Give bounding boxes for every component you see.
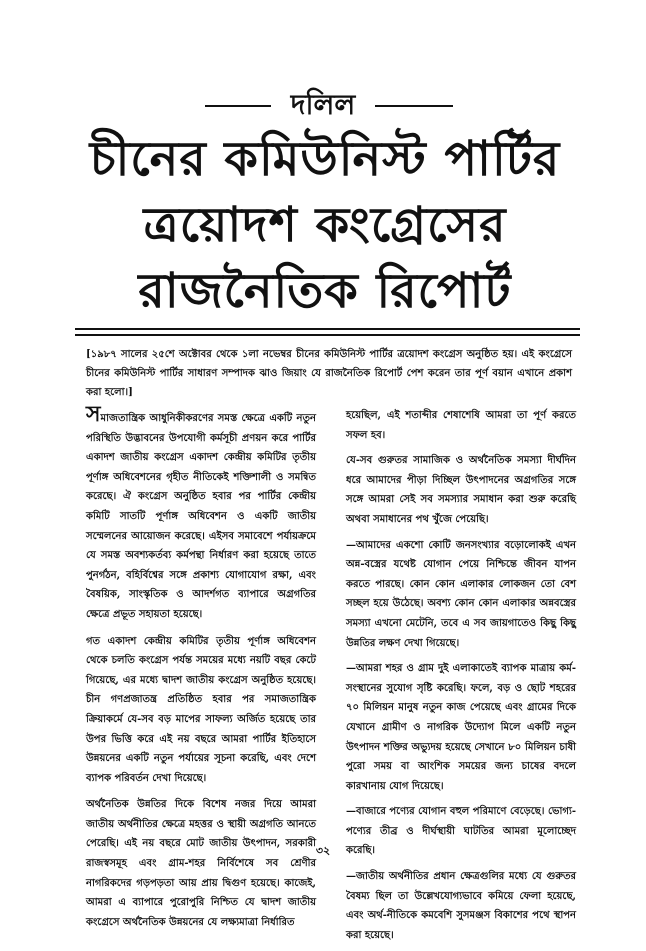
paragraph: —জাতীয় অর্থনীতির প্রধান ক্ষেত্রগুলির মধ্যে যে গুরুতর বৈষম্য ছিল তা উল্লেখযোগ্যভাবে কমিয়ে ফেলা হয়েছে, এবং অর্থ-নীতিকে কমবেশি সুসমঞ্জস বিকাশের পথে স্থাপন করা হয়েছে। [346, 871, 576, 941]
right-column [346, 406, 576, 951]
paragraph-text: মাজতান্ত্রিক আধুনিকীকরণের সমস্ত ক্ষেত্রে একটি নতুন পরিস্থিতি উদ্ভাবনের উপযোগী কর্মসূচী প্রণয়ন করে পার্টির একাদশ জাতীয় কংগ্রেস একাদশ কেন্দ্রীয় কমিটির তৃতীয় পূর্ণাঙ্গ অধিবেশনের গৃহীত নীতিকেই শক্তিশালী ও সমন্বিত করেছে। ঐ কংগ্রেস অনুষ্ঠিত হবার পর পার্টির কেন্দ্রীয় কমিটি সাতটি পূর্ণাঙ্গ অধিবেশন ও একটি জাতীয় সম্মেলনের আয়োজন করেছে। এইসব সমাবেশে পর্যায়ক্রমে যে সমস্ত অবশ্যকর্তব্য কর্মপন্থা নির্ধারণ করা হয়েছে তাতে পুনর্গঠন, বহির্বিশ্বের সঙ্গে প্রকাশ্য যোগাযোগ রক্ষা, এবং বৈষয়িক, সাংস্কৃতিক ও আদর্শগত ব্যাপারে অগ্রগতির ক্ষেত্রে প্রভূত সহায়তা হয়েছে। [86, 413, 316, 620]
paragraph: —আমাদের একশো কোটি জনসংখ্যার বড়োলোকই এখন অন্ন-বস্ত্রের যথেষ্ট যোগান পেয়ে নিশ্চিন্তে জীবন যাপন করতে পারছে। কোন কোন এলাকার লোকজন তো বেশ সচ্ছল হয়ে উঠেছে। অবশ্য কোন কোন এলাকার অন্নবস্ত্রের সমস্যা এখনো মেটেনি, তবে এ সব জায়গাতেও কিছু কিছু উন্নতির লক্ষণ দেখা গিয়েছে। [346, 539, 576, 649]
paragraph: হয়েছিল, এই শতাব্দীর শেষাশেষি আমরা তা পূর্ণ করতে সফল হব। [346, 410, 576, 441]
drop-cap: স [86, 401, 101, 427]
section-kicker [205, 86, 453, 126]
paragraph: গত একাদশ কেন্দ্রীয় কমিটির তৃতীয় পূর্ণাঙ্গ অধিবেশন থেকে চলতি কংগ্রেস পর্যন্ত সময়ের মধ্যে নয়টি বছর কেটে গিয়েছে, এর মধ্যে দ্বাদশ জাতীয় কংগ্রেস অনুষ্ঠিত হয়েছে। চীন গণপ্রজাতন্ত্র প্রতিষ্ঠিত হবার পর সমাজতান্ত্রিক ক্রিয়াকর্মে যে-সব বড় মাপের সাফল্য অর্জিত হয়েছে তার উপর ভিত্তি করে এই নয় বছরে আমরা পার্টির ইতিহাসে উন্নয়নের একটি নতুন পর্যায়ের সূচনা করেছি, এবং দেশে ব্যাপক পরিবর্তন দেখা দিয়েছে। [86, 635, 316, 784]
paragraph: —আমরা শহর ও গ্রাম দুই এলাকাতেই ব্যাপক মাত্রায় কর্ম-সংস্থানের সুযোগ সৃষ্টি করেছি। ফলে, বড় ও ছোট শহরের ৭০ মিলিয়ন মানুষ নতুন কাজ পেয়েছে এবং গ্রামের দিকে যেখানে গ্রামীণ ও নাগরিক উদ্যোগ মিলে একটি নতুন উৎপাদন শক্তির অভ্যুদয় হয়েছে সেখানে ৮০ মিলিয়ন চাষী পুরো সময় বা আংশিক সময়ের জন্য চাষের বদলে কারখানায় যোগ দিয়েছে। [346, 663, 576, 792]
page-number: ৩২ [315, 844, 331, 857]
kicker-rule-left [205, 105, 271, 107]
paragraph [86, 401, 316, 625]
editor-note: [১৯৮৭ সালের ২৫শে অক্টোবর থেকে ১লা নভেম্বর চীনের কমিউনিস্ট পার্টির ত্রয়োদশ কংগ্রেস অনুষ্ঠিত হয়। এই কংগ্রেসে চীনের কমিউনিস্ট পার্টির সাধারণ সম্পাদক ঝাও জিয়াং যে রাজনৈতিক রিপোর্ট পেশ করেন তার পূর্ণ বয়ান এখানে প্রকাশ করা হলো।] [86, 349, 572, 398]
title-rule-top [75, 328, 580, 330]
paragraph: —বাজারে পণ্যের যোগান বহুল পরিমাণে বেড়েছে। ভোগ্য-পণ্যের তীব্র ও দীর্ঘস্থায়ী ঘাটতির আমরা মূলোচ্ছেদ করেছি। [346, 806, 576, 857]
article-title: চীনের কমিউনিস্ট পার্টির ত্রয়োদশ কংগ্রেসের রাজনৈতিক রিপোর্ট [89, 131, 561, 319]
paragraph: যে-সব গুরুতর সামাজিক ও অর্থনৈতিক সমস্যা দীর্ঘদিন ধরে আমাদের পীড়া দিচ্ছিল উৎপাদনের অগ্রগতির সঙ্গে সঙ্গে আমরা সেই সব সমস্যার সমাধান করা শুরু করেছি অথবা সমাধানের পথ খুঁজে পেয়েছি। [346, 455, 576, 525]
title-rule-bottom [75, 334, 580, 336]
kicker-rule-right [375, 105, 453, 107]
paragraph: অর্থনৈতিক উন্নতির দিকে বিশেষ নজর দিয়ে আমরা জাতীয় অর্থনীতির ক্ষেত্রে মহত্তর ও স্থায়ী অগ্রগতি আনতে পেরেছি। এই নয় বছরে মোট জাতীয় উৎপাদন, সরকারী রাজস্বসমূহ এবং গ্রাম-শহর নির্বিশেষে সব শ্রেণীর নাগরিকদের গড়পড়তা আয় প্রায় দ্বিগুণ হয়েছে। কাজেই, আমরা এ ব্যাপারে পুরোপুরি নিশ্চিত যে দ্বাদশ জাতীয় কংগ্রেসে অর্থনৈতিক উন্নয়নের যে লক্ষ্যমাত্রা নির্ধারিত [86, 799, 316, 928]
kicker-label: দলিল [290, 88, 356, 121]
